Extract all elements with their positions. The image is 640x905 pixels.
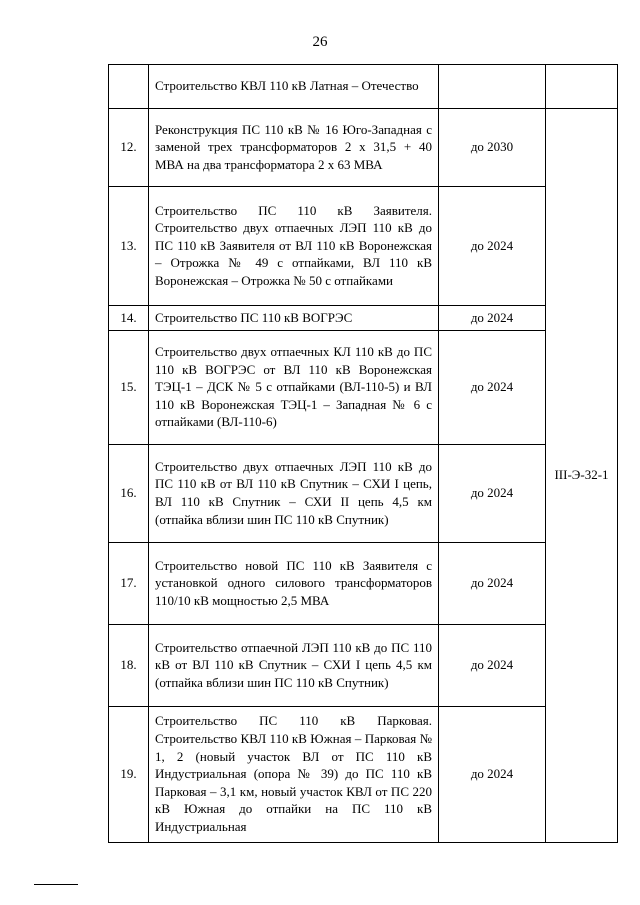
- row-term: до 2024: [439, 331, 546, 445]
- page-number: 26: [312, 34, 328, 50]
- footnote-rule: [34, 884, 78, 885]
- row-description: Строительство двух отпаечных ЛЭП 110 кВ до ПС 110 кВ от ВЛ 110 кВ Спутник – СХИ I цепь, ВЛ 110 кВ Спутник – СХИ II цепь 4,5 км (отпайка вблизи шин ПС 110 кВ Спутник): [149, 445, 439, 543]
- row-term: до 2024: [439, 445, 546, 543]
- program-code-cell: III-Э-32-1: [546, 109, 618, 843]
- row-number: 15.: [109, 331, 149, 445]
- row-code-empty: [546, 65, 618, 109]
- row-term: до 2024: [439, 543, 546, 625]
- table-row: [109, 306, 618, 331]
- table-row: [109, 65, 618, 109]
- table-row: [109, 543, 618, 625]
- row-number: 12.: [109, 109, 149, 187]
- row-number: 13.: [109, 187, 149, 306]
- row-number: 18.: [109, 625, 149, 707]
- row-number: [109, 65, 149, 109]
- row-term: до 2024: [439, 187, 546, 306]
- row-number: 16.: [109, 445, 149, 543]
- row-term: до 2024: [439, 306, 546, 331]
- row-term: до 2024: [439, 707, 546, 843]
- table-row: [109, 445, 618, 543]
- row-description: Реконструкция ПС 110 кВ № 16 Юго-Западная с заменой трех трансформаторов 2 х 31,5 + 40 МВА на два трансформатора 2 х 63 МВА: [149, 109, 439, 187]
- row-description: Строительство новой ПС 110 кВ Заявителя с установкой одного силового трансформаторов 110/10 кВ мощностью 2,5 МВА: [149, 543, 439, 625]
- works-table: [108, 64, 618, 843]
- table-row: [109, 331, 618, 445]
- row-description: Строительство ПС 110 кВ ВОГРЭС: [149, 306, 439, 331]
- row-description: Строительство двух отпаечных КЛ 110 кВ до ПС 110 кВ ВОГРЭС от ВЛ 110 кВ Воронежская ТЭЦ-1 – ДСК № 5 с отпайками (ВЛ-110-5) и ВЛ 110 кВ Воронежская ТЭЦ-1 – Западная № 6 с отпайками (ВЛ-110-6): [149, 331, 439, 445]
- row-term: до 2024: [439, 625, 546, 707]
- row-number: 19.: [109, 707, 149, 843]
- table-row: [109, 187, 618, 306]
- row-description: Строительство ПС 110 кВ Парковая. Строительство КВЛ 110 кВ Южная – Парковая № 1, 2 (новый участок ВЛ от ПС 110 кВ Индустриальная (опора № 39) до ПС 110 кВ Парковая – 3,1 км, новый участок КВЛ от ПС 220 кВ Южная до отпайки на ПС 110 кВ Индустриальная: [149, 707, 439, 843]
- row-description: Строительство отпаечной ЛЭП 110 кВ до ПС 110 кВ от ВЛ 110 кВ Спутник – СХИ I цепь 4,5 км (отпайка вблизи шин ПС 110 кВ Спутник): [149, 625, 439, 707]
- row-description: Строительство ПС 110 кВ Заявителя. Строительство двух отпаечных ЛЭП 110 кВ до ПС 110 кВ Заявителя от ВЛ 110 кВ Воронежская – Отрожка № 49 с отпайками, ВЛ 110 кВ Воронежская – Отрожка № 50 с отпайками: [149, 187, 439, 306]
- table-row: [109, 109, 618, 187]
- row-number: 17.: [109, 543, 149, 625]
- row-term: до 2030: [439, 109, 546, 187]
- row-term: [439, 65, 546, 109]
- table-row: [109, 707, 618, 843]
- table-row: [109, 625, 618, 707]
- row-description: Строительство КВЛ 110 кВ Латная – Отечество: [149, 65, 439, 109]
- row-number: 14.: [109, 306, 149, 331]
